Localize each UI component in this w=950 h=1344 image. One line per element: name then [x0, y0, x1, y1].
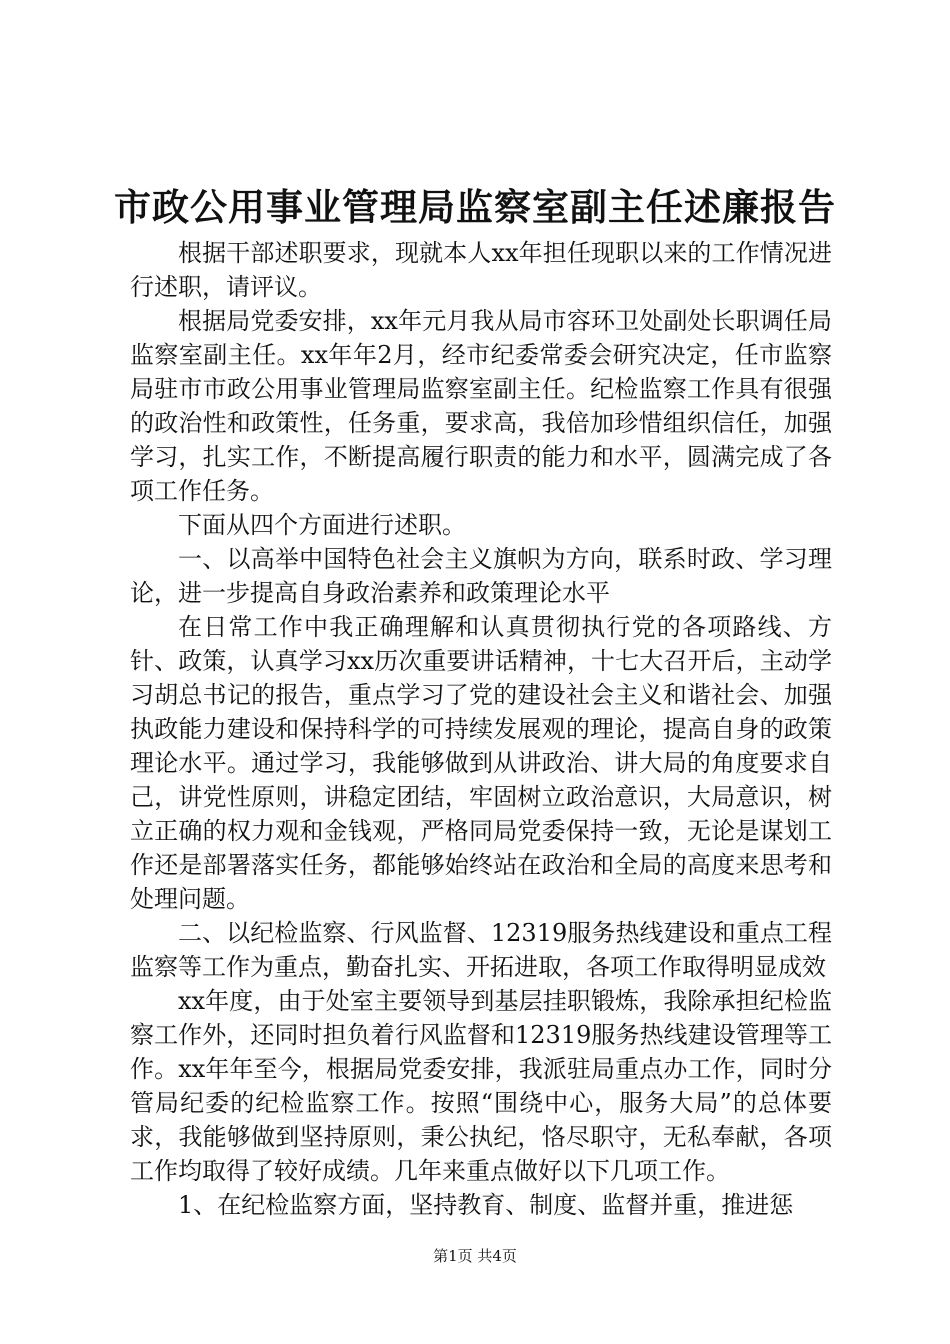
paragraph-study: 在日常工作中我正确理解和认真贯彻执行党的各项路线、方针、政策，认真学习xx历次重要讲话精神，十七大召开后，主动学习胡总书记的报告，重点学习了党的建设社会主义和谐社会、加强执政能力建设和保持科学的可持续发展观的理论，提高自身的政策理论水平。通过学习，我能够做到从讲政治、讲大局的角度要求自己，讲党性原则，讲稳定团结，牢固树立政治意识，大局意识，树立正确的权力观和金钱观，严格同局党委保持一致，无论是谋划工作还是部署落实任务，都能够始终站在政治和全局的高度来思考和处理问题。 — [130, 613, 832, 913]
page-number: 第1页 共4页 — [433, 1247, 517, 1265]
paragraph-overview: 下面从四个方面进行述职。 — [178, 511, 466, 539]
document-body — [130, 236, 832, 1222]
document-title: 市政公用事业管理局监察室副主任述廉报告 — [114, 185, 836, 229]
section-heading-one: 一、以高举中国特色社会主义旗帜为方向，联系时政、学习理论，进一步提高自身政治素养和政策理论水平 — [130, 545, 832, 607]
paragraph-work: xx年度，由于处室主要领导到基层挂职锻炼，我除承担纪检监察工作外，还同时担负着行风监督和12319服务热线建设管理等工作。xx年年至今，根据局党委安排，我派驻局重点办工作，同时分管局纪委的纪检监察工作。按照“围绕中心，服务大局”的总体要求，我能够做到坚持原则，秉公执纪，恪尽职守，无私奉献，各项工作均取得了较好成绩。几年来重点做好以下几项工作。 — [130, 987, 832, 1185]
section-heading-two: 二、以纪检监察、行风监督、12319服务热线建设和重点工程监察等工作为重点，勤奋扎实、开拓进取，各项工作取得明显成效 — [130, 919, 832, 981]
paragraph-item-one: 1、在纪检监察方面，坚持教育、制度、监督并重，推进惩 — [178, 1191, 794, 1219]
paragraph-intro: 根据干部述职要求，现就本人xx年担任现职以来的工作情况进行述职，请评议。 — [130, 239, 832, 301]
paragraph-background: 根据局党委安排，xx年元月我从局市容环卫处副处长职调任局监察室副主任。xx年年2月，经市纪委常委会研究决定，任市监察局驻市市政公用事业管理局监察室副主任。纪检监察工作具有很强的政治性和政策性，任务重，要求高，我倍加珍惜组织信任，加强学习，扎实工作，不断提高履行职责的能力和水平，圆满完成了各项工作任务。 — [130, 307, 832, 505]
